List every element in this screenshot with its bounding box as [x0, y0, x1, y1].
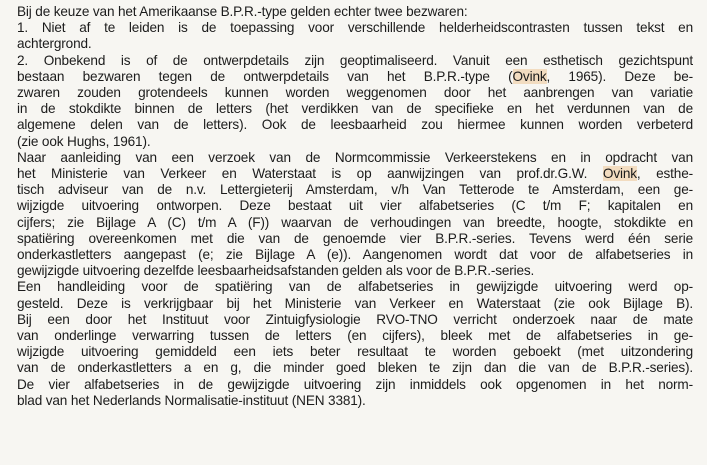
- highlighted-name: Ovink: [512, 68, 547, 84]
- text-line: wijzigde uitvoering gemiddeld een iets beter resultaat te worden geboekt (met uitzondering: [17, 344, 693, 360]
- text-line: Een handleiding voor de spatiëring van de alfabetseries in gewijzigde uitvoering werd op-: [17, 279, 693, 295]
- text-line: onderkastletters aangepast (e; zie Bijlage A (e)). Aangenomen wordt dat voor de alfabetseries in: [17, 247, 693, 263]
- text-line: van de onderkastletters a en g, die minder goed bleken te zijn dan die van de B.P.R.-series).: [17, 360, 693, 376]
- text-line: gesteld. Deze is verkrijgbaar bij het Ministerie van Verkeer en Waterstaat (zie ook Bijlage B).: [17, 295, 693, 311]
- text-line: Bij een door het Instituut voor Zintuigfysiologie RVO-TNO verricht onderzoek naar de mate: [17, 311, 693, 327]
- text-line: in de stokdikte binnen de letters (het verdikken van de specifieke en het verdunnen van de: [17, 101, 693, 117]
- text-line: algemene delen van de letters). Ook de leesbaarheid zou hiermee kunnen worden verbeterd: [17, 117, 693, 133]
- text-line: spatiëring overeenkomen met die van de genoemde vier B.P.R.-series. Tevens werd één serie: [17, 230, 693, 246]
- text-line: (zie ook Hughs, 1961).: [17, 133, 151, 149]
- text-line: cijfers; zie Bijlage A (C) t/m A (F)) waarvan de verhoudingen van breedte, hoogte, stokdikte en: [17, 214, 693, 230]
- text-line: gewijzigde uitvoering dezelfde leesbaarheidsafstanden gelden als voor de B.P.R.-series.: [17, 263, 535, 279]
- text-line: wijzigde uitvoering ontworpen. Deze bestaat uit vier alfabetseries (C t/m F; kapitalen en: [17, 198, 693, 214]
- text-line: De vier alfabetseries in de gewijzigde uitvoering zijn inmiddels ook opgenomen in het norm-: [17, 376, 693, 392]
- highlighted-name: Ovink: [602, 166, 637, 182]
- text-line: Bij de keuze van het Amerikaanse B.P.R.-type gelden echter twee bezwaren:: [17, 4, 468, 19]
- text-line: Naar aanleiding van een verzoek van de Normcommissie Verkeerstekens en in opdracht van: [17, 149, 693, 165]
- text-line: het Ministerie van Verkeer en Waterstaat is op aanwijzingen van prof.dr.G.W. Ovink, esthe-: [17, 166, 693, 182]
- text-line: van onderlinge verwarring tussen de letters (en cijfers), bleek met de alfabetseries in ge-: [17, 328, 693, 344]
- text-line: bestaan bezwaren tegen de ontwerpdetails van het B.P.R.-type (Ovink, 1965). Deze be-: [17, 68, 693, 84]
- text-line: zwaren zouden grotendeels kunnen worden weggenomen door het aanbrengen van variatie: [17, 85, 693, 101]
- text-line: 1. Niet af te leiden is de toepassing voor verschillende helderheidscontrasten tussen tekst en: [17, 20, 693, 36]
- text-line: blad van het Nederlands Normalisatie-instituut (NEN 3381).: [17, 392, 366, 408]
- text-line: achtergrond.: [17, 36, 92, 52]
- text-line: 2. Onbekend is of de ontwerpdetails zijn geoptimaliseerd. Vanuit een esthetisch gezichtspunt: [17, 52, 693, 68]
- text-line: tisch adviseur van de n.v. Lettergieterij Amsterdam, v/h Van Tetterode te Amsterdam, een ge-: [17, 182, 693, 198]
